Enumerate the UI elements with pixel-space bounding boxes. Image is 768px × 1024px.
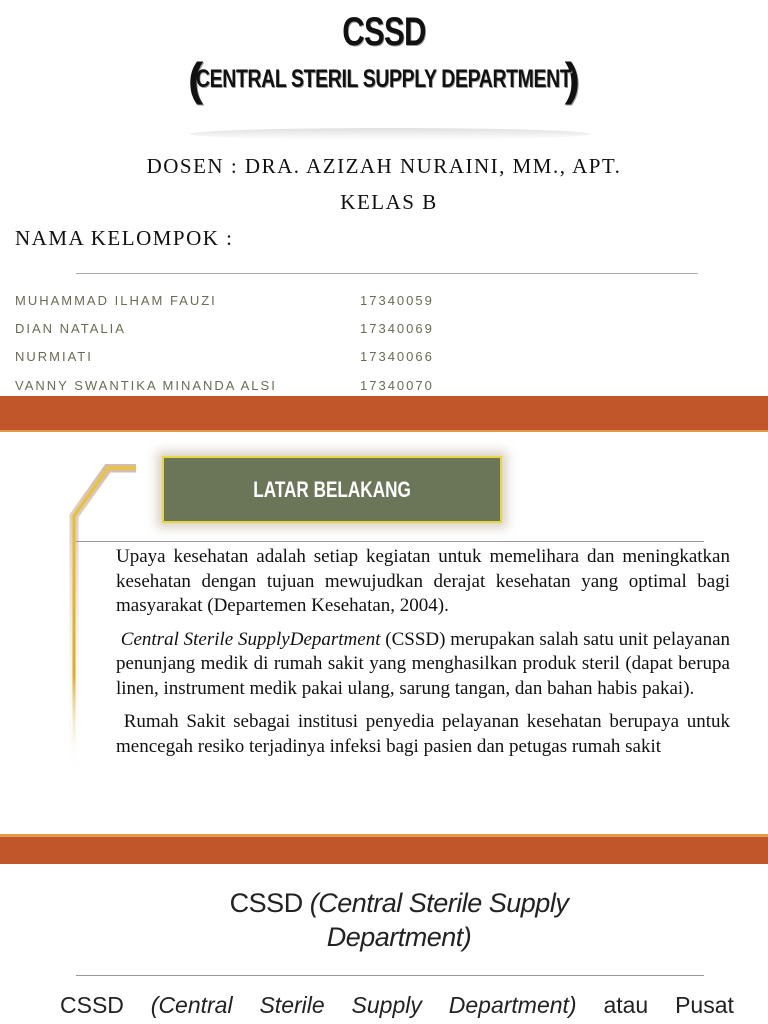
member-name: DIAN NATALIA xyxy=(15,321,126,336)
word: (Central xyxy=(150,992,233,1018)
slide-subtitle xyxy=(0,52,768,106)
italic-term: Central Sterile SupplyDepartment xyxy=(120,628,381,650)
paragraph-text: Rumah Sakit sebagai institusi penyedia pelayanan kesehatan berupaya untuk mencegah resiko terjadinya infeksi bagi pasien dan petugas rumah sakit xyxy=(116,711,731,757)
slide-title: CSSD xyxy=(342,10,426,54)
divider xyxy=(76,273,698,274)
divider xyxy=(76,975,704,976)
definition-slide xyxy=(0,864,768,1024)
section-header-label: LATAR BELAKANG xyxy=(253,476,411,502)
word: Supply xyxy=(351,992,422,1018)
background-slide xyxy=(0,402,768,864)
member-row xyxy=(15,293,615,313)
member-row xyxy=(15,349,615,369)
group-label: NAMA KELOMPOK : xyxy=(15,226,234,250)
word: Sterile xyxy=(259,992,325,1018)
paragraph xyxy=(116,628,730,702)
paragraph-text: (CSSD) merupakan salah satu unit pelayanan penunjang medik di rumah sakit yang menghasilkan produk steril (dapat berupa linen, instrument medik pakai ulang, sarung tangan, dan bahan habis pakai). xyxy=(116,628,730,699)
title-italic: (Central Sterile Supply xyxy=(309,888,569,918)
divider xyxy=(76,541,704,542)
subtitle-close-paren: ) xyxy=(564,53,580,105)
member-nim: 17340070 xyxy=(360,378,434,393)
body-text xyxy=(60,992,734,1019)
subtitle-open-paren: ( xyxy=(188,53,204,105)
title-prefix: CSSD xyxy=(229,888,310,918)
member-row xyxy=(15,378,615,398)
member-row xyxy=(15,321,615,341)
lecturer-line: DOSEN : DRA. AZIZAH NURAINI, MM., APT. xyxy=(146,154,622,178)
accent-bar-bottom xyxy=(0,837,768,864)
accent-bar-top xyxy=(0,402,768,430)
title-slide xyxy=(0,0,768,402)
subtitle-text: CENTRAL STERIL SUPPLY DEPARTMENT xyxy=(196,64,572,93)
member-nim: 17340066 xyxy=(360,349,434,364)
word: CSSD xyxy=(60,992,124,1018)
class-line: KELAS B xyxy=(340,190,438,214)
section-header xyxy=(162,456,502,523)
member-name: VANNY SWANTIKA MINANDA ALSI xyxy=(15,378,277,393)
paragraph xyxy=(116,710,730,759)
member-nim: 17340069 xyxy=(360,321,434,336)
slide-title xyxy=(0,886,768,954)
member-name: MUHAMMAD ILHAM FAUZI xyxy=(15,293,217,308)
accent-line-top xyxy=(0,430,768,432)
title-italic: Department) xyxy=(326,922,472,952)
word: atau xyxy=(603,992,649,1018)
member-name: NURMIATI xyxy=(15,349,93,364)
paragraph: Upaya kesehatan adalah setiap kegiatan untuk memelihara dan meningkatkan kesehatan dengan tujuan mewujudkan derajat kesehatan yang optimal bagi masyarakat (Departemen Kesehatan, 2004). xyxy=(116,546,730,616)
word: Pusat xyxy=(675,992,734,1018)
title-reflection xyxy=(190,128,590,140)
word: Department) xyxy=(448,992,577,1018)
body-text xyxy=(116,545,730,768)
member-nim: 17340059 xyxy=(360,293,434,308)
